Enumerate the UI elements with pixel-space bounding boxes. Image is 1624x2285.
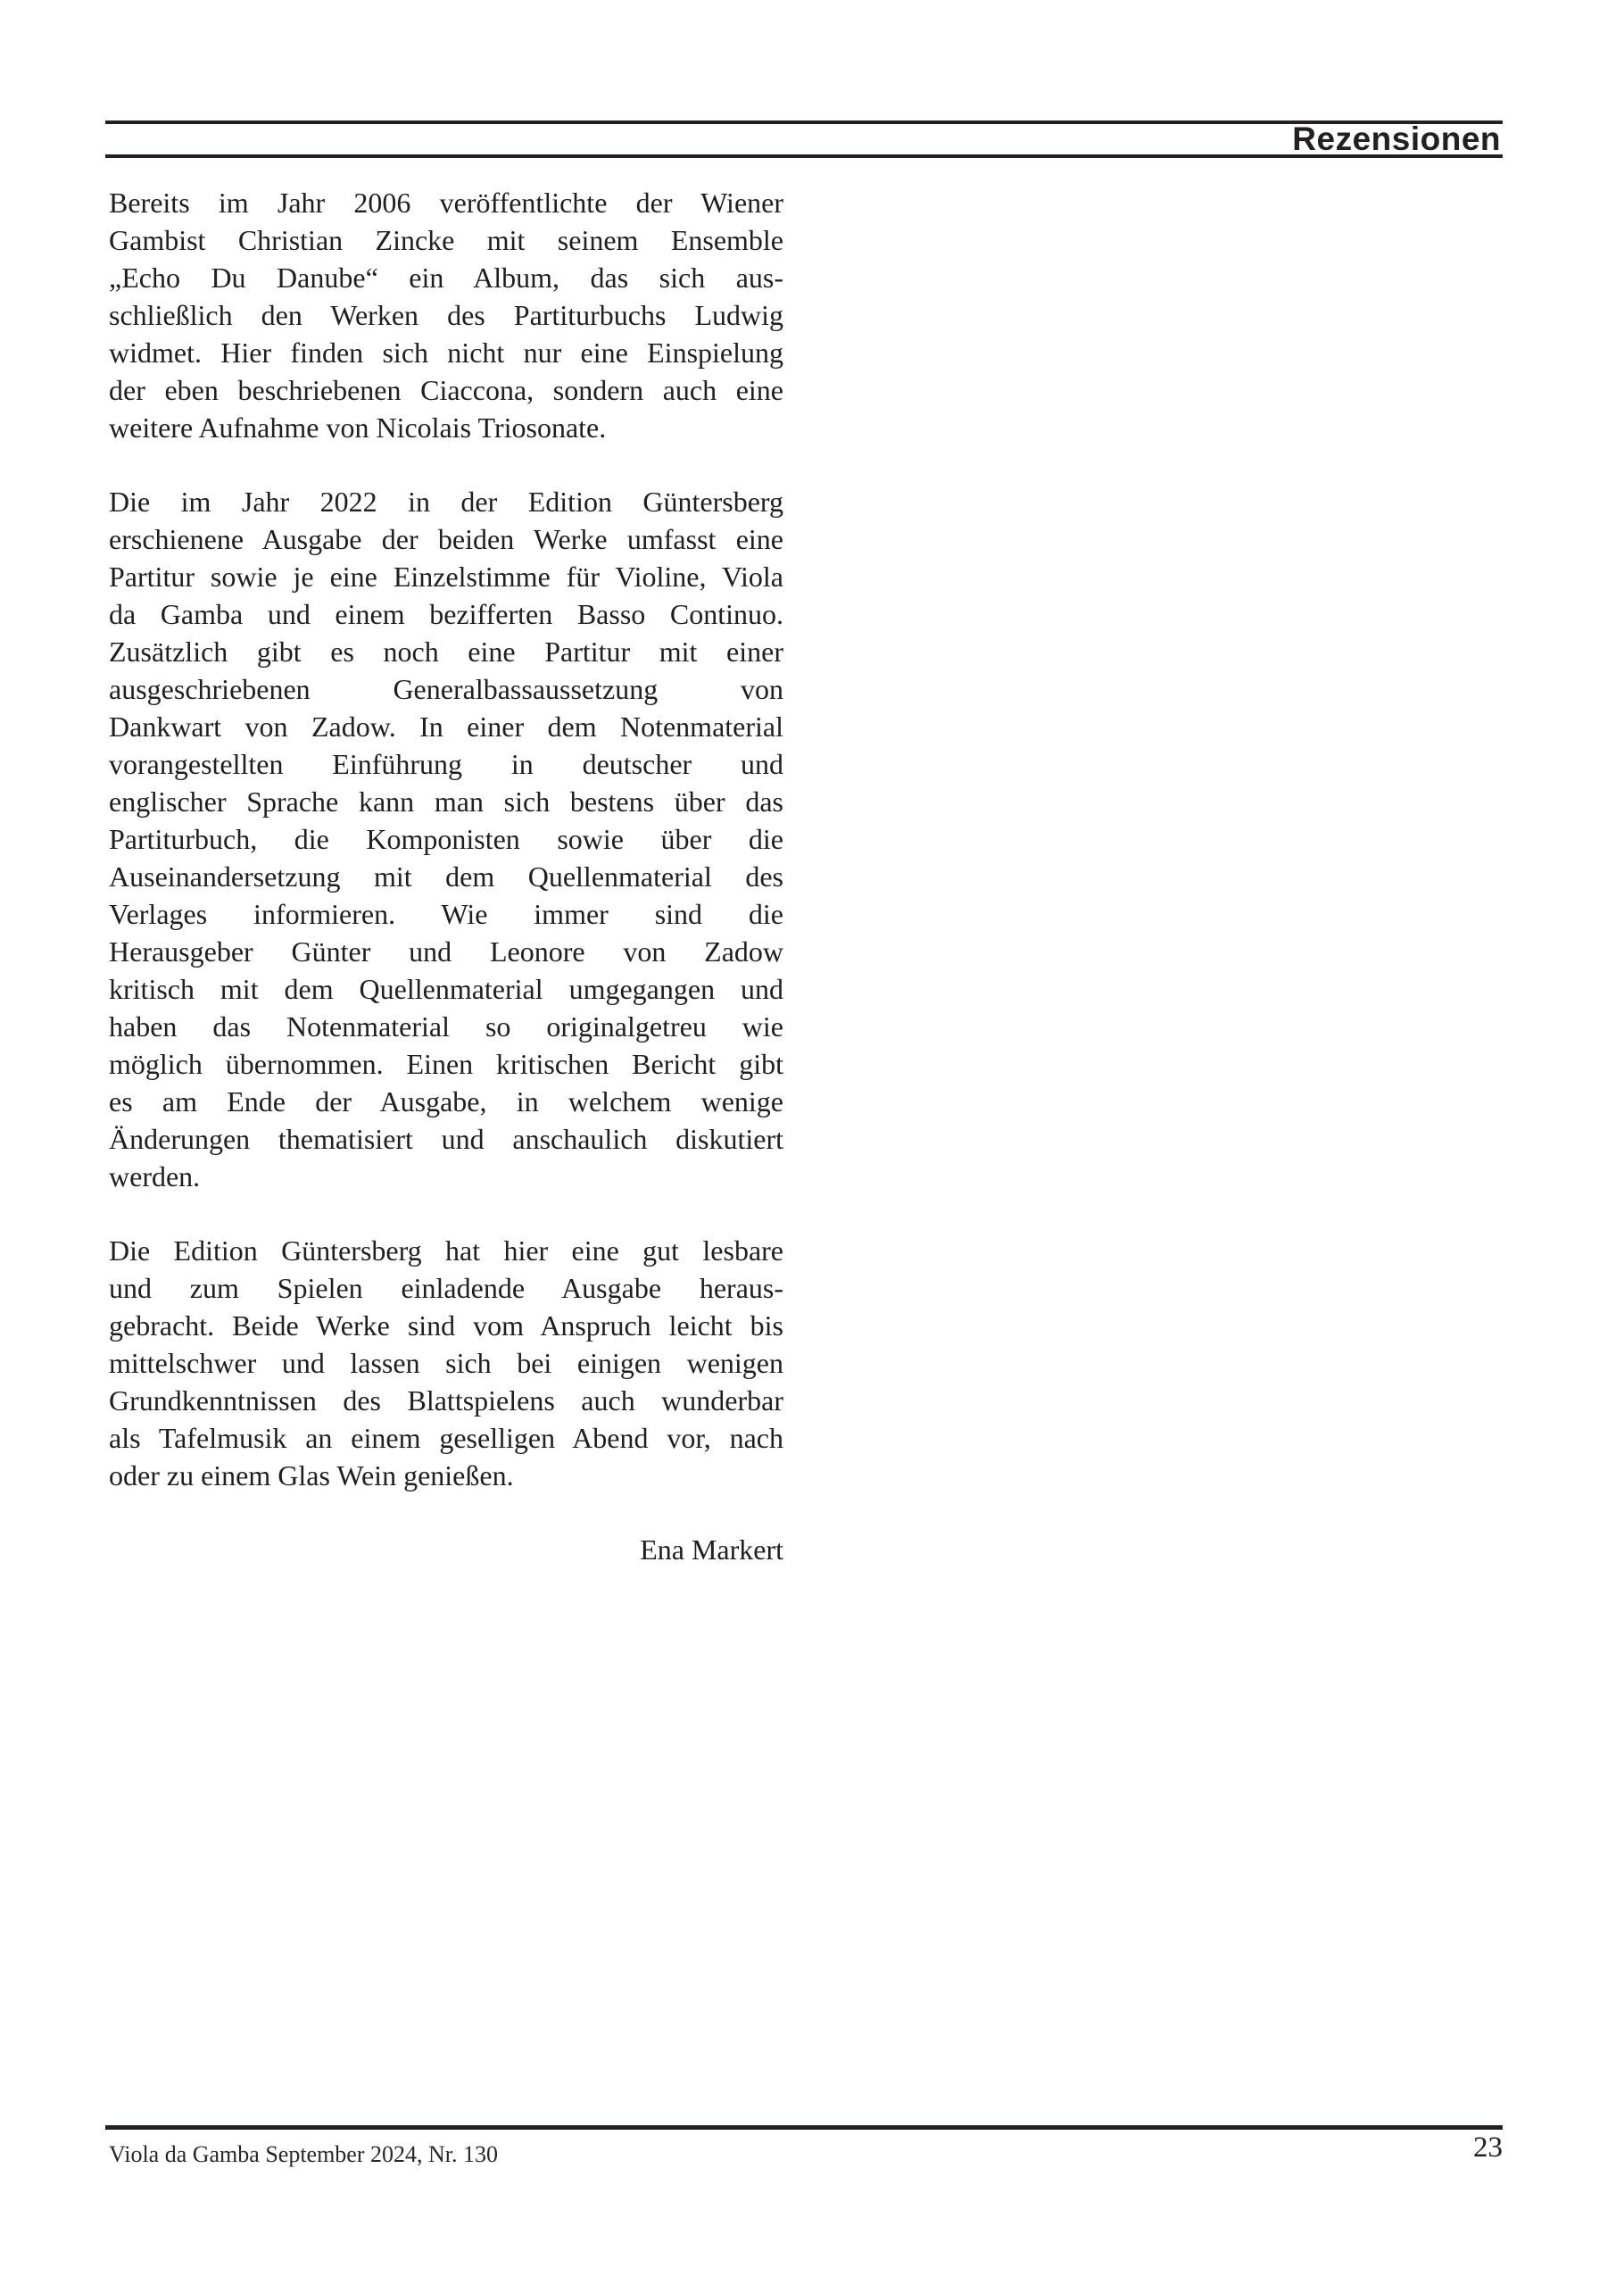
body-line: Änderungen thematisiert und anschaulich diskutiert bbox=[109, 1123, 783, 1155]
body-line: erschienene Ausgabe der beiden Werke umfasst eine bbox=[109, 523, 783, 555]
page-header bbox=[105, 120, 1503, 158]
body-line: als Tafelmusik an einem geselligen Abend vor, nach bbox=[109, 1422, 783, 1454]
body-line: widmet. Hier finden sich nicht nur eine Einspielung bbox=[109, 337, 783, 369]
body-line: Bereits im Jahr 2006 veröffentlichte der Wiener bbox=[109, 187, 783, 219]
body-line: englischer Sprache kann man sich bestens über das bbox=[109, 785, 783, 818]
body-line: da Gamba und einem bezifferten Basso Continuo. bbox=[109, 598, 783, 630]
body-line: Dankwart von Zadow. In einer dem Notenmaterial bbox=[109, 710, 783, 743]
body-line: Partiturbuch, die Komponisten sowie über die bbox=[109, 823, 783, 855]
body-line: schließlich den Werken des Partiturbuchs Ludwig bbox=[109, 299, 783, 331]
body-line: werden. bbox=[109, 1160, 201, 1192]
body-line: möglich übernommen. Einen kritischen Bericht gibt bbox=[109, 1048, 783, 1080]
page-number: 23 bbox=[1473, 2131, 1503, 2164]
paragraph bbox=[109, 483, 783, 1195]
body-line: vorangestellten Einführung in deutscher und bbox=[109, 748, 783, 780]
body-line: mittelschwer und lassen sich bei einigen wenigen bbox=[109, 1347, 783, 1379]
body-line: haben das Notenmaterial so originalgetreu wie bbox=[109, 1010, 783, 1043]
body-line: oder zu einem Glas Wein genießen. bbox=[109, 1459, 514, 1491]
paragraph bbox=[109, 184, 783, 446]
body-line: weitere Aufnahme von Nicolais Triosonate. bbox=[109, 411, 607, 444]
author-line: Ena Markert bbox=[640, 1533, 783, 1566]
body-line: kritisch mit dem Quellenmaterial umgegangen und bbox=[109, 973, 783, 1005]
body-line: es am Ende der Ausgabe, in welchem wenige bbox=[109, 1085, 783, 1118]
body-line: Grundkenntnissen des Blattspielens auch wunderbar bbox=[109, 1384, 783, 1417]
body-line: Die im Jahr 2022 in der Edition Güntersberg bbox=[109, 486, 783, 518]
body-line: Gambist Christian Zincke mit seinem Ensemble bbox=[109, 224, 783, 256]
section-title: Rezensionen bbox=[1292, 120, 1501, 157]
paragraph bbox=[109, 1232, 783, 1494]
body-line: Auseinandersetzung mit dem Quellenmaterial des bbox=[109, 860, 783, 893]
text-column bbox=[109, 184, 783, 1568]
body-line: und zum Spielen einladende Ausgabe heraus- bbox=[109, 1272, 783, 1304]
body-line: der eben beschriebenen Ciaccona, sondern auch eine bbox=[109, 374, 783, 406]
body-line: Die Edition Güntersberg hat hier eine gut lesbare bbox=[109, 1234, 783, 1267]
body-line: Herausgeber Günter und Leonore von Zadow bbox=[109, 935, 783, 968]
body-line: Verlages informieren. Wie immer sind die bbox=[109, 898, 783, 930]
footer-journal-info: Viola da Gamba September 2024, Nr. 130 bbox=[109, 2141, 499, 2167]
body-line: Zusätzlich gibt es noch eine Partitur mit einer bbox=[109, 636, 783, 668]
body-line: gebracht. Beide Werke sind vom Anspruch leicht bis bbox=[109, 1309, 783, 1342]
body-line: Partitur sowie je eine Einzelstimme für Violine, Viola bbox=[109, 561, 783, 593]
body-line: „Echo Du Danube“ ein Album, das sich aus- bbox=[109, 262, 783, 294]
body-line: ausgeschriebenen Generalbassaussetzung von bbox=[109, 673, 783, 705]
